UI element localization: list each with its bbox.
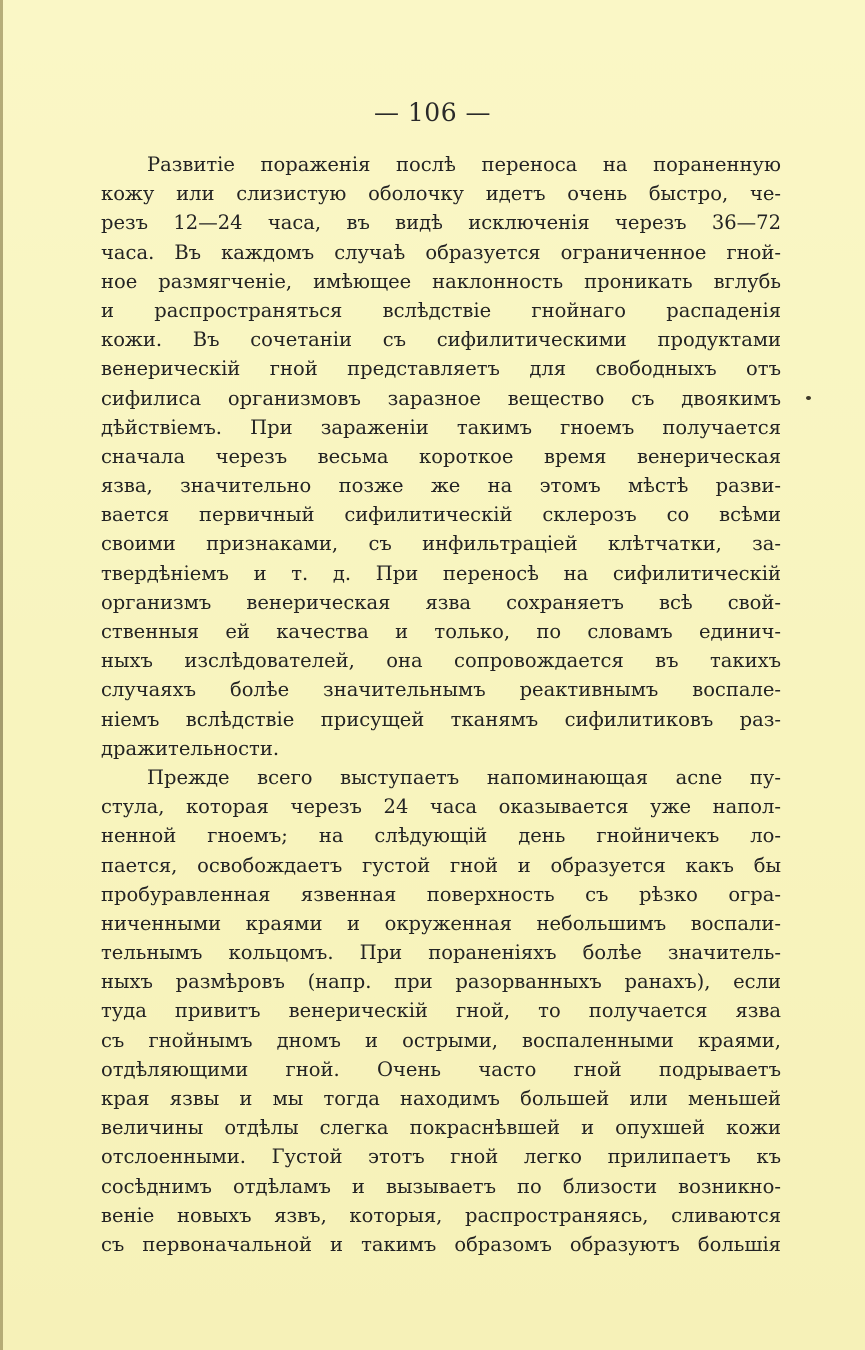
text-line: сифилиса организмовъ заразное вещество съ двоякимъ: [101, 386, 781, 410]
text-line: сосѣднимъ отдѣламъ и вызываетъ по близости возникно-: [101, 1174, 781, 1198]
text-line: края язвы и мы тогда находимъ большей или меньшей: [101, 1087, 781, 1110]
paragraph: [101, 150, 781, 763]
text-line: ственныя ей качества и только, по словамъ единич-: [101, 620, 781, 643]
text-line: часа. Въ каждомъ случаѣ образуется ограниченное гной-: [101, 240, 781, 264]
text-line: кожу или слизистую оболочку идетъ очень быстро, че-: [101, 182, 781, 206]
text-line: случаяхъ болѣе значительнымъ реактивнымъ воспале-: [101, 678, 781, 702]
text-line: своими признаками, съ инфильтраціей клѣтчатки, за-: [101, 532, 781, 556]
text-line: туда привитъ венерическій гной, то получается язва: [101, 999, 781, 1023]
text-line: веніе новыхъ язвъ, которыя, распространяясь, сливаются: [101, 1203, 781, 1227]
text-line: съ первоначальной и такимъ образомъ образуютъ большія: [101, 1232, 781, 1256]
text-line: тельнымъ кольцомъ. При пораненіяхъ болѣе значитель-: [101, 941, 781, 965]
text-line: ниченными краями и окруженная небольшимъ воспали-: [101, 911, 781, 935]
text-line: ненной гноемъ; на слѣдующій день гнойничекъ ло-: [101, 824, 781, 848]
text-line: дражительности.: [101, 736, 280, 760]
text-line: и распространяться вслѣдствіе гнойнаго распаденія: [101, 298, 781, 322]
text-line: отдѣляющими гной. Очень часто гной подрываетъ: [101, 1057, 781, 1081]
page-number: — 106 —: [373, 98, 492, 127]
text-line: стула, которая черезъ 24 часа оказывается уже напол-: [101, 795, 781, 819]
text-line: пробуравленная язвенная поверхность съ рѣзко огра-: [101, 882, 781, 906]
page-binding-edge: [0, 0, 3, 1350]
text-line: ніемъ вслѣдствіе присущей тканямъ сифилитиковъ раз-: [101, 707, 781, 731]
text-line: пается, освобождаетъ густой гной и образуется какъ бы: [101, 853, 781, 877]
text-line: сначала черезъ весьма короткое время венерическая: [101, 444, 781, 468]
text-line: Прежде всего выступаетъ напоминающая acne пу-: [147, 765, 781, 789]
text-line: язва, значительно позже же на этомъ мѣстѣ разви-: [101, 474, 781, 498]
text-line: твердѣніемъ и т. д. При переносѣ на сифилитическій: [101, 561, 781, 585]
text-line: ное размягченіе, имѣющее наклонность проникать вглубь: [101, 269, 781, 293]
text-line: отслоенными. Густой этотъ гной легко прилипаетъ къ: [101, 1145, 781, 1169]
text-line: вается первичный сифилитическій склерозъ со всѣми: [101, 503, 781, 527]
text-line: Развитіе пораженія послѣ переноса на пораненную: [147, 153, 781, 176]
body-text: [101, 150, 781, 1259]
text-line: ныхъ размѣровъ (напр. при разорванныхъ ранахъ), если: [101, 970, 781, 994]
text-line: венерическій гной представляетъ для свободныхъ отъ: [101, 357, 781, 381]
paragraph: [101, 763, 781, 1259]
text-line: кожи. Въ сочетаніи съ сифилитическими продуктами: [101, 328, 781, 352]
text-line: дѣйствіемъ. При зараженіи такимъ гноемъ получается: [101, 415, 781, 439]
text-line: резъ 12—24 часа, въ видѣ исключенія черезъ 36—72: [101, 211, 781, 235]
text-line: организмъ венерическая язва сохраняетъ всѣ свой-: [101, 590, 781, 614]
text-line: съ гнойнымъ дномъ и острыми, воспаленными краями,: [101, 1028, 781, 1052]
text-line: величины отдѣлы слегка покраснѣвшей и опухшей кожи: [101, 1116, 781, 1140]
ink-speck: [806, 396, 811, 400]
text-line: ныхъ изслѣдователей, она сопровождается въ такихъ: [101, 649, 781, 673]
